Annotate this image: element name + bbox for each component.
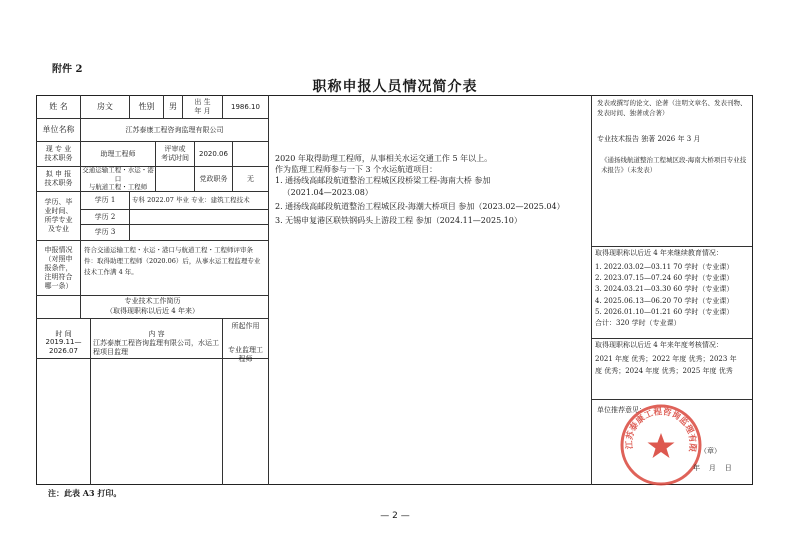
- middle-description: [275, 153, 587, 226]
- date-line: 年 月 日: [693, 464, 732, 472]
- edu-row-1-label: 学历 1: [94, 196, 116, 204]
- middle-line-5: 2. 通扬线高邮段航道整治工程城区段-海潮大桥项目 参加（2023.02—2025.04）: [275, 201, 565, 211]
- proposed-title-value: 交通运输工程・水运・港口 与航道工程・工程师: [82, 166, 154, 192]
- seal-text: 江苏泰康工程咨询监理有限: [624, 407, 698, 453]
- edu-record-2: 2. 2023.07.15—07.24 60 学时（专业课）: [595, 274, 734, 283]
- edu-row-1-value: 专科 2022.07 毕业 专业：建筑工程技术: [132, 196, 250, 205]
- edu-record-1: 1. 2022.03.02—03.11 70 学时（专业课）: [595, 263, 734, 271]
- name-value: 房文: [97, 102, 113, 111]
- continuing-edu-list: [595, 262, 750, 329]
- unit-label: 单位名称: [42, 125, 75, 134]
- edu-row-2-value: [132, 210, 268, 224]
- history-head-role: 所起作用: [231, 322, 260, 330]
- education-label: 学历、毕 业时间、 所学专业 及专业: [44, 198, 73, 233]
- gender-label: 性别: [138, 102, 155, 111]
- middle-line-1: 2020 年取得助理工程师，从事相关水运交通工作 5 年以上。: [275, 154, 493, 163]
- history-subtitle: （取得现职称以后近 4 年来）: [106, 307, 199, 315]
- review-time-value: 2020.06: [199, 149, 228, 158]
- assessment-line-1: 2021 年度 优秀；2022 年度 优秀；2023 年: [595, 355, 737, 363]
- proposed-title-label: 拟 申 报 技术职务: [44, 170, 73, 187]
- current-title-value: 助理工程师: [100, 149, 136, 158]
- history-head-content: 内 容: [148, 330, 165, 338]
- company-seal: [619, 403, 703, 487]
- history-row-time: 2019.11— 2026.07: [45, 338, 82, 355]
- middle-line-4: （2021.04—2023.08）: [275, 187, 373, 197]
- stamp-note: （章）: [700, 447, 721, 455]
- review-time-label: 评审或 考试时间: [161, 145, 189, 162]
- middle-line-6: 3. 无锡申复港区联铁钢码头上游段工程 参加（2024.11—2025.10）: [275, 216, 522, 226]
- history-head-time: 时 间: [55, 330, 72, 338]
- edu-record-5: 5. 2026.01.10—01.21 60 学时（专业课）: [595, 307, 734, 316]
- edu-record-4: 4. 2025.06.13—06.20 70 学时（专业课）: [595, 296, 734, 305]
- middle-line-3: 1. 通扬线高邮段航道整治工程城区段桥梁工程-海南大桥 参加: [275, 176, 491, 186]
- edu-row-3-label: 学历 3: [94, 228, 116, 236]
- current-title-label: 现 专 业 技术职务: [44, 145, 73, 162]
- party-value: 无: [247, 174, 254, 183]
- papers-line-1: 专业技术报告 独著 2026 年 3 月: [597, 135, 701, 143]
- page-number: — 2 —: [380, 511, 410, 521]
- assessment-list: [595, 353, 750, 377]
- application-value: 符合交通运输工程・水运・港口与航道工程・工程师评审条件：取得助理工程师（2020.06）后，从事水运工程监理专业技术工作满 4 年。: [84, 246, 261, 276]
- form-title: 职称申报人员情况简介表: [312, 79, 478, 95]
- edu-total: 合计：320 学时（专业课）: [595, 319, 681, 328]
- gender-value: 男: [169, 102, 177, 111]
- edu-row-2-label: 学历 2: [94, 212, 116, 221]
- edu-record-3: 3. 2024.03.21—03.30 60 学时（专业课）: [595, 285, 734, 294]
- party-label: 党政职务: [199, 174, 228, 183]
- edu-row-3-value: [132, 225, 268, 240]
- footnote: 注：此表 A3 打印。: [48, 488, 122, 498]
- attachment-label: 附件 2: [52, 64, 83, 75]
- history-row-content: 江苏泰康工程咨询监理有限公司，水运工程项目监理: [93, 339, 219, 356]
- papers-line-2: 《通扬线航道整治工程城区段-海南大桥项目专业技术报告》（未发表）: [601, 156, 747, 174]
- unit-value: 江苏泰康工程咨询监理有限公司: [125, 125, 224, 134]
- application-label: 申报情况 （对照申 报条件， 注明符合 哪一条）: [44, 245, 73, 290]
- continuing-edu-header: 取得现职称以后近 4 年来继续教育情况：: [595, 249, 723, 257]
- seal-graphic: [619, 403, 703, 487]
- middle-line-2: 作为监理工程师参与一下 3 个水运航道项目：: [275, 165, 438, 175]
- history-title: 专业技术工作简历: [124, 297, 181, 305]
- name-label: 姓 名: [49, 102, 68, 111]
- assessment-line-2: 度 优秀；2024 年度 优秀；2025 年度 优秀: [595, 367, 733, 375]
- assessment-header: 取得现职称以后近 4 年来年度考核情况：: [595, 341, 723, 349]
- papers-header: 发表或撰写的论文、论著（注明文章名、发表刊物、发表时间、独著或合著）: [597, 99, 747, 117]
- birth-label: 出 生 年 月: [194, 98, 211, 115]
- birth-value: 1986.10: [231, 102, 260, 111]
- history-row-role: 专业监理工 程师: [228, 346, 263, 363]
- recommendation-label: 单位推荐意见：: [597, 406, 646, 414]
